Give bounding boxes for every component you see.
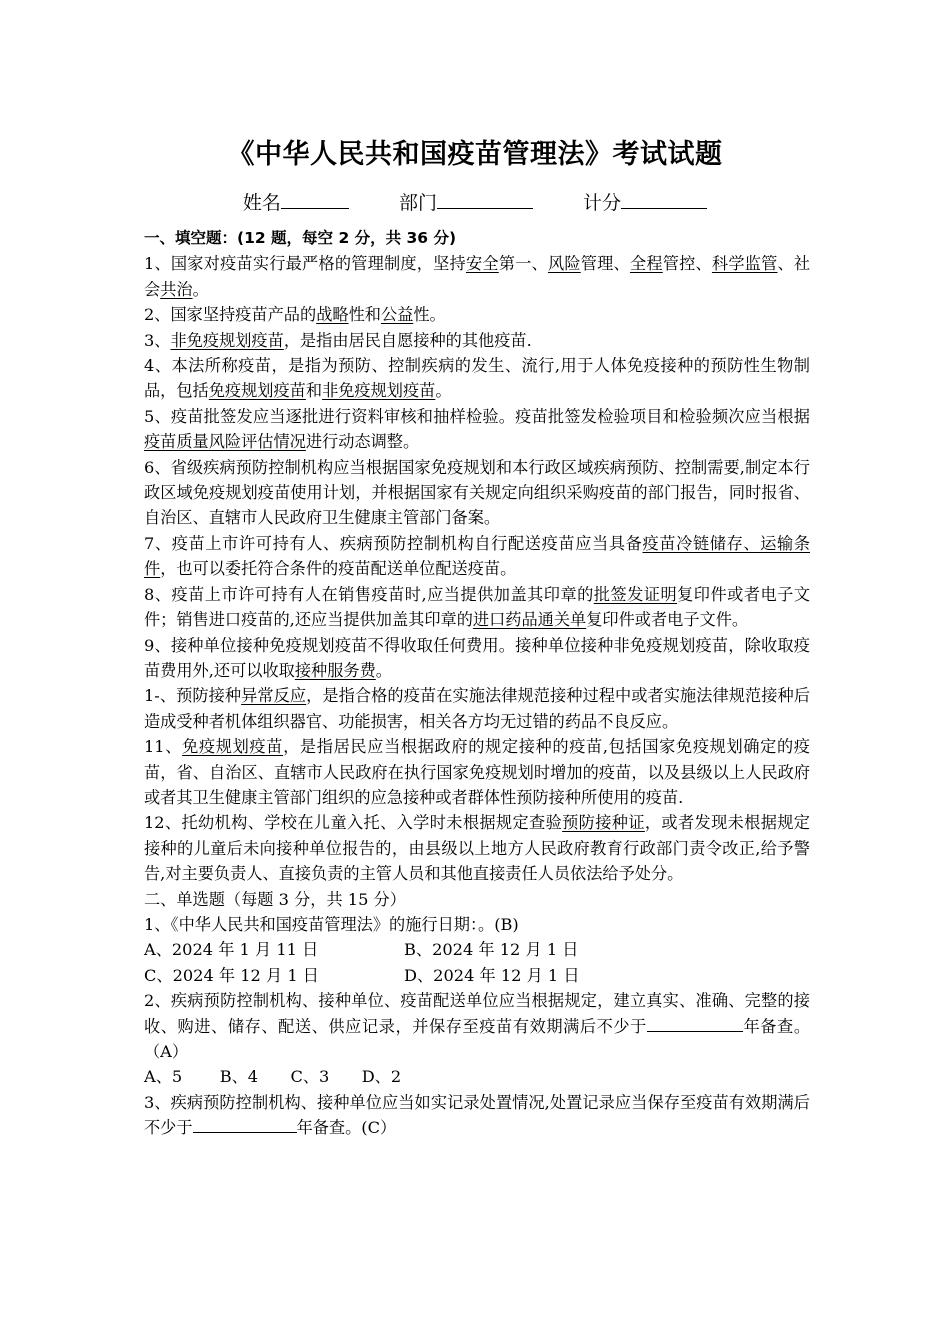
document-body: [144, 226, 810, 1141]
answer: 全程: [629, 254, 663, 274]
score-field: [583, 192, 707, 214]
question-7: 7、疫苗上市许可持有人、疾病预防控制机构自行配送疫苗应当具备疫苗冷链储存、运输条件，也可以委托符合条件的疫苗配送单位配送疫苗。: [144, 533, 811, 579]
page-title: 《中华人民共和国疫苗管理法》考试试题: [227, 139, 723, 170]
question-3: 3、非免疫规划疫苗，是指由居民自愿接种的其他疫苗.: [144, 330, 532, 350]
mc-question-1-stem: 1、《中华人民共和国疫苗管理法》的施行日期：。(B): [144, 914, 519, 934]
name-blank: [281, 190, 349, 209]
answer: 接种服务费: [294, 660, 376, 680]
question-10: 1-、预防接种异常反应，是指合格的疫苗在实施法律规范接种过程中或者实施法律规范接种后造成受种者机体组织器官、功能损害，相关各方均无过错的药品不良反应。: [144, 686, 811, 731]
section-heading-single-choice: 二、单选题（每题 3 分，共 15 分）: [144, 889, 406, 909]
dept-blank: [437, 190, 533, 209]
answer: 科学监管: [711, 254, 778, 274]
answer-blank: [193, 1116, 297, 1133]
answer: 非免疫规划疫苗: [170, 330, 284, 350]
name-field: [243, 192, 349, 214]
dept-field: [399, 192, 533, 214]
question-5: 5、疫苗批签发应当逐批进行资料审核和抽样检验。疫苗批签发检验项目和检验频次应当根据疫苗质量风险评估情况进行动态调整。: [144, 406, 810, 452]
answer-blank: [647, 1015, 743, 1032]
mc-question-2-stem: 2、疾病预防控制机构、接种单位、疫苗配送单位应当根据规定，建立真实、准确、完整的接收、购进、储存、配送、供应记录，并保存至疫苗有效期满后不少于 年备查。（A）: [144, 991, 811, 1061]
answer: 批签发证明: [593, 584, 678, 604]
answer: 疫苗冷链储存、运输条件: [144, 533, 811, 579]
option-c: C、2024 年 12 月 1 日: [144, 965, 319, 985]
answer: 免疫规划疫苗: [182, 737, 284, 757]
answer: 战略: [316, 305, 349, 325]
answer: 风险: [547, 254, 581, 274]
option-d: D、2024 年 12 月 1 日: [404, 965, 580, 985]
score-label: 计分: [583, 192, 622, 214]
question-4: 4、本法所称疫苗，是指为预防、控制疾病的发生、流行,用于人体免疫接种的预防性生物制品，包括免疫规划疫苗和非免疫规划疫苗。: [144, 356, 810, 401]
answer: 预防接种证: [562, 813, 645, 833]
answer: 疫苗质量风险评估情况: [144, 432, 306, 452]
question-2: 2、国家坚持疫苗产品的战略性和公益性。: [144, 305, 446, 325]
question-11: 11、免疫规划疫苗，是指居民应当根据政府的规定接种的疫苗,包括国家免疫规划确定的疫苗，省、自治区、直辖市人民政府在执行国家免疫规划时增加的疫苗，以及县级以上人民政府或者其卫生健康主管部门组织的应急接种或者群体性预防接种所使用的疫苗.: [144, 737, 810, 807]
name-label: 姓名: [242, 192, 281, 214]
question-8: 8、疫苗上市许可持有人在销售疫苗时,应当提供加盖其印章的批签发证明复印件或者电子文件；销售进口疫苗的,还应当提供加盖其印章的进口药品通关单复印件或者电子文件。: [144, 584, 811, 630]
section-heading-fill-in: 一、填空题：(12 题，每空 2 分，共 36 分): [144, 229, 457, 247]
mc-question-1-options-row1: [144, 937, 810, 962]
answer: 免疫规划疫苗: [208, 381, 306, 401]
option-b: B、2024 年 12 月 1 日: [404, 940, 579, 960]
answer: 异常反应: [241, 686, 307, 706]
score-blank: [621, 190, 707, 209]
exam-info-row: [0, 188, 950, 215]
option-a: A、2024 年 1 月 11 日: [144, 940, 319, 960]
question-9: 9、接种单位接种免疫规划疫苗不得收取任何费用。接种单位接种非免疫规划疫苗，除收取疫苗费用外,还可以收取接种服务费。: [144, 635, 810, 680]
answer: 进口药品通关单: [472, 610, 587, 630]
question-12: 12、托幼机构、学校在儿童入托、入学时未根据规定查验预防接种证，或者发现未根据规定接种的儿童后未向接种单位报告的，由县级以上地方人民政府教育行政部门责令改正,给予警告,对主要负责人、直接负责的主管人员和其他直接责任人员依法给予处分。: [144, 813, 810, 884]
mc-question-1-options-row2: [144, 963, 810, 988]
dept-label: 部门: [398, 192, 437, 214]
question-1: 1、国家对疫苗实行最严格的管理制度，坚持安全第一、风险管理、全程管控、科学监管、社会共治。: [144, 254, 811, 299]
answer: 安全: [465, 254, 499, 274]
answer: 非免疫规划疫苗: [322, 381, 436, 401]
question-6: 6、省级疾病预防控制机构应当根据国家免疫规划和本行政区域疾病预防、控制需要,制定本行政区域免疫规划疫苗使用计划，并根据国家有关规定向组织采购疫苗的部门报告，同时报省、自治区、直辖市人民政府卫生健康主管部门备案。: [144, 457, 810, 528]
mc-question-3-stem: 3、疾病预防控制机构、接种单位应当如实记录处置情况,处置记录应当保存至疫苗有效期满后不少于 年备查。(C）: [144, 1092, 810, 1138]
answer: 共治: [160, 279, 193, 299]
answer: 公益: [380, 305, 414, 325]
mc-question-2-options: A、5 B、4 C、3 D、2: [144, 1067, 402, 1087]
